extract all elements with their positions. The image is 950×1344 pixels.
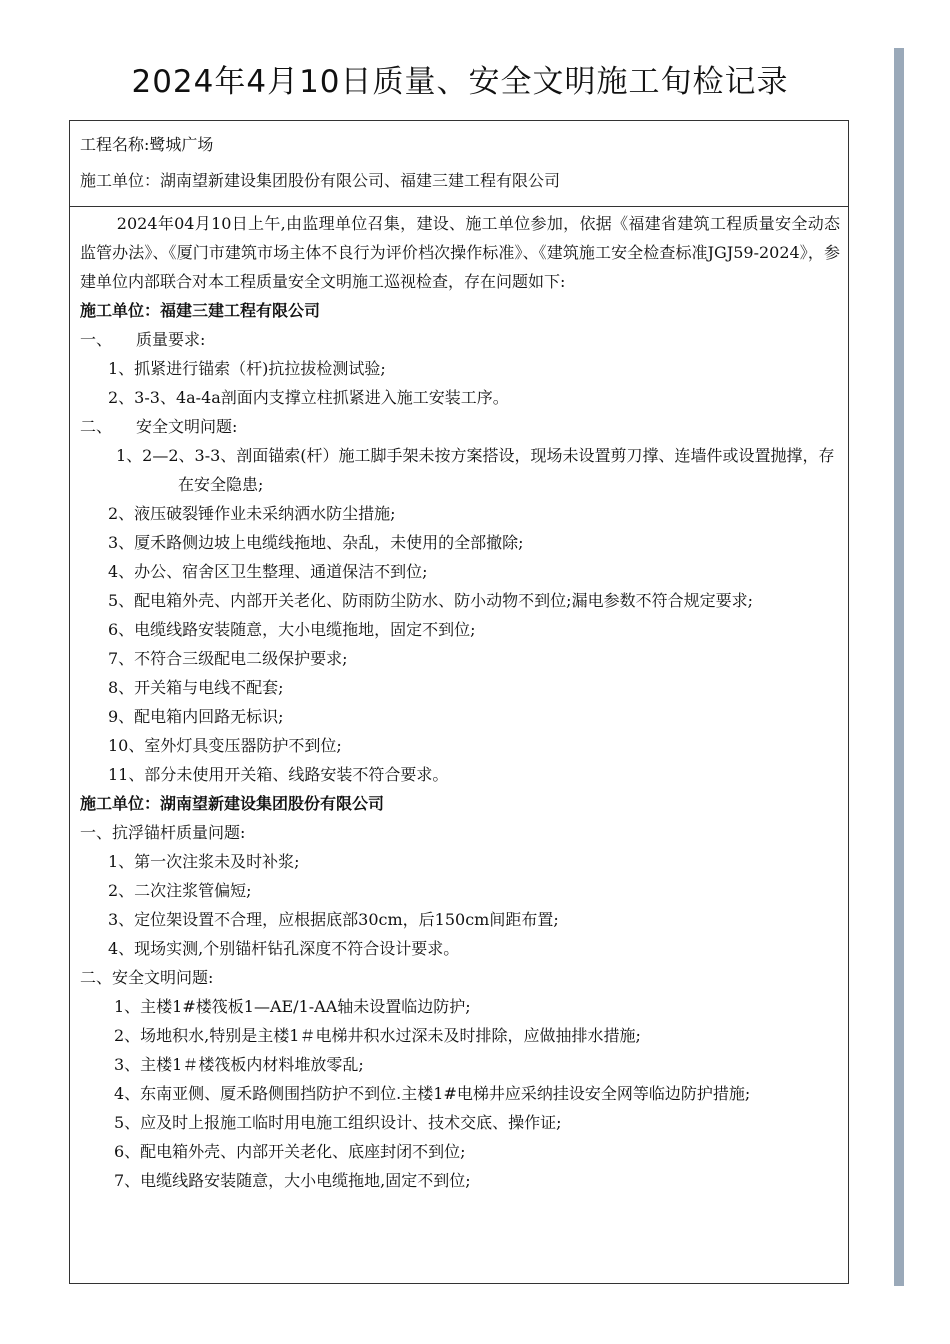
list-item: 2、液压破裂锤作业未采纳洒水防尘措施; bbox=[108, 504, 396, 523]
unit1-quality-heading bbox=[80, 325, 840, 354]
unit1-safety-heading bbox=[80, 412, 840, 441]
section-number: 二、 bbox=[80, 417, 113, 436]
section-number: 一、 bbox=[80, 330, 113, 349]
list-item: 2、二次注浆管偏短; bbox=[108, 881, 252, 900]
list-item: 9、配电箱内回路无标识; bbox=[108, 707, 284, 726]
list-item: 2、场地积水,特别是主楼1＃电梯井积水过深未及时排除，应做抽排水措施; bbox=[114, 1026, 641, 1045]
list-item: 10、室外灯具变压器防护不到位; bbox=[108, 736, 342, 755]
list-item: 3、厦禾路侧边坡上电缆线拖地、杂乱，未使用的全部撤除; bbox=[108, 533, 524, 552]
section-title: 安全文明问题: bbox=[136, 417, 238, 436]
record-table bbox=[69, 120, 849, 1284]
unit2-safety-heading: 二、安全文明问题: bbox=[80, 968, 214, 987]
list-item: 1、2—2、3-3、剖面锚索(杆）施工脚手架未按方案搭设，现场未设置剪刀撑、连墙件或设置抛撑，存在安全隐患; bbox=[116, 446, 835, 494]
page-edge-bar bbox=[894, 48, 904, 1286]
list-item: 8、开关箱与电线不配套; bbox=[108, 678, 284, 697]
list-item: 11、部分未使用开关箱、线路安装不符合要求。 bbox=[108, 765, 449, 784]
list-item: 1、第一次注浆未及时补浆; bbox=[108, 852, 300, 871]
project-name: 工程名称:鹭城广场 bbox=[80, 135, 214, 154]
list-item: 7、不符合三级配电二级保护要求; bbox=[108, 649, 348, 668]
list-item: 1、抓紧进行锚索（杆)抗拉拔检测试验; bbox=[108, 359, 386, 378]
list-item: 1、主楼1#楼筏板1—AE/1-AA轴未设置临边防护; bbox=[114, 997, 471, 1016]
content-cell bbox=[70, 207, 848, 1195]
intro-paragraph: 2024年04月10日上午,由监理单位召集，建设、施工单位参加，依据《福建省建筑工程质量安全动态监管办法》、《厦门市建筑市场主体不良行为评价档次操作标准》、《建筑施工安全检查标准JGJ59-2024》，参建单位内部联合对本工程质量安全文明施工巡视检查，存在问题如下: bbox=[80, 214, 840, 291]
list-item: 6、配电箱外壳、内部开关老化、底座封闭不到位; bbox=[114, 1142, 466, 1161]
list-item: 3、主楼1＃楼筏板内材料堆放零乱; bbox=[114, 1055, 364, 1074]
section-title: 质量要求: bbox=[136, 330, 206, 349]
document-title: 2024年4月10日质量、安全文明施工旬检记录 bbox=[131, 64, 789, 100]
list-item: 6、电缆线路安装随意，大小电缆拖地，固定不到位; bbox=[108, 620, 476, 639]
contractor-units: 施工单位：湖南望新建设集团股份有限公司、福建三建工程有限公司 bbox=[80, 171, 561, 190]
list-item: 2、3-3、4a-4a剖面内支撑立柱抓紧进入施工安装工序。 bbox=[108, 388, 509, 407]
list-item: 4、办公、宿舍区卫生整理、通道保洁不到位; bbox=[108, 562, 428, 581]
list-item: 5、配电箱外壳、内部开关老化、防雨防尘防水、防小动物不到位;漏电参数不符合规定要求; bbox=[108, 591, 753, 610]
header-cell bbox=[70, 121, 848, 207]
list-item: 4、现场实测,个别锚杆钻孔深度不符合设计要求。 bbox=[108, 939, 460, 958]
unit2-quality-heading: 一、抗浮锚杆质量问题: bbox=[80, 823, 246, 842]
list-item: 7、电缆线路安装随意，大小电缆拖地,固定不到位; bbox=[114, 1171, 471, 1190]
list-item: 4、东南亚侧、厦禾路侧围挡防护不到位.主楼1#电梯井应采纳挂设安全网等临边防护措施; bbox=[114, 1084, 751, 1103]
list-item: 3、定位架设置不合理，应根据底部30cm，后150cm间距布置; bbox=[108, 910, 559, 929]
list-item: 5、应及时上报施工临时用电施工组织设计、技术交底、操作证; bbox=[114, 1113, 562, 1132]
unit1-heading: 施工单位：福建三建工程有限公司 bbox=[80, 301, 321, 320]
unit2-heading: 施工单位：湖南望新建设集团股份有限公司 bbox=[80, 794, 385, 813]
